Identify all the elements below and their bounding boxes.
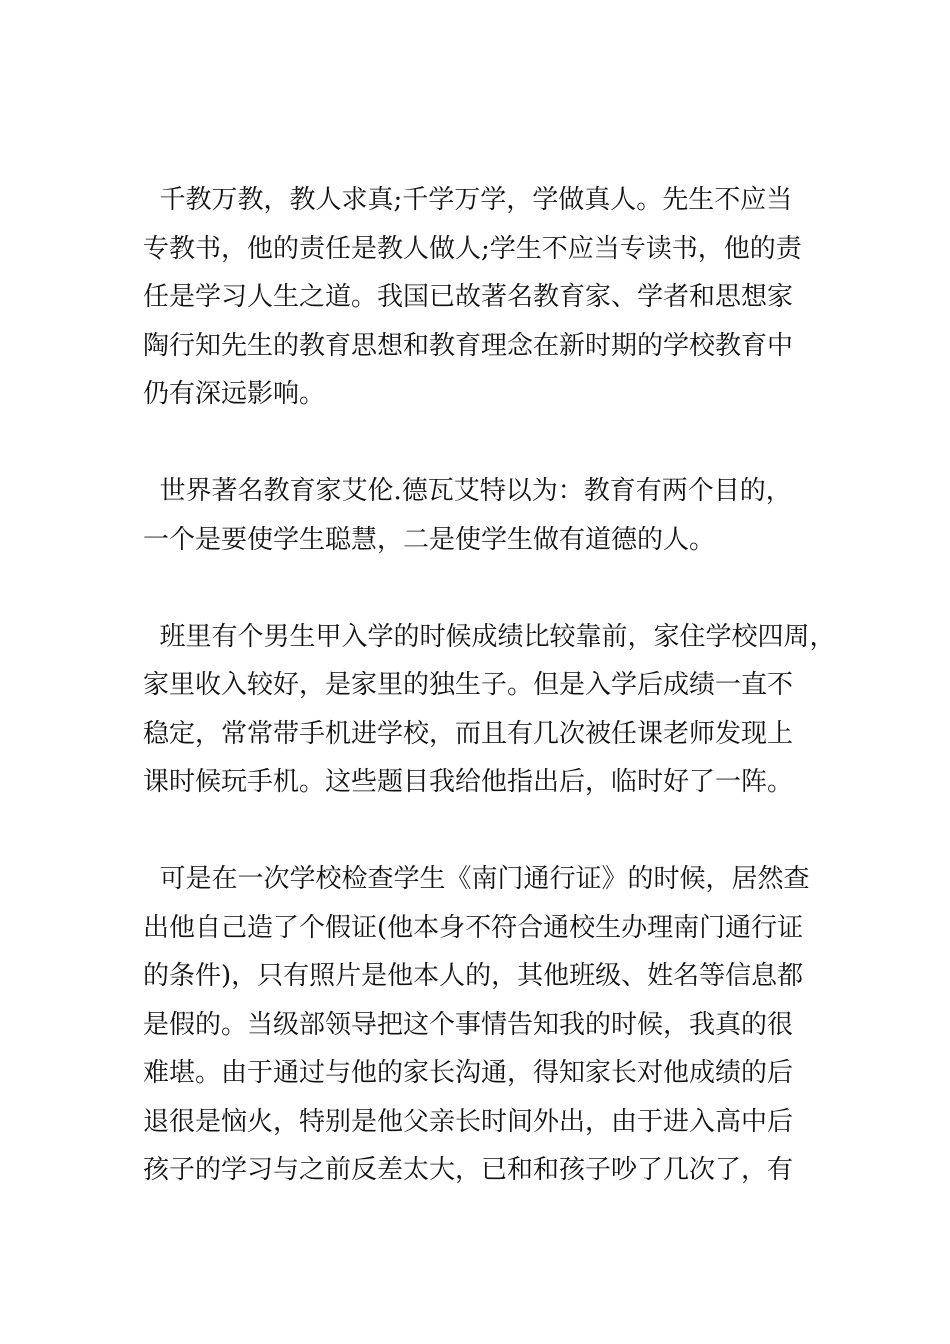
text-line: 千教万教，教人求真;千学万学，学做真人。先生不应当 (143, 185, 793, 215)
paragraph-3 (143, 613, 836, 807)
text-line: 班里有个男生甲入学的时候成绩比较靠前，家住学校四周， (143, 621, 836, 652)
paragraph-gap (143, 564, 813, 613)
text-line: 家里收入较好，是家里的独生子。但是入学后成绩一直不 (143, 670, 794, 700)
document-body (143, 176, 836, 1195)
text-line: 一个是要使学生聪慧，二是使学生做有道德的人。 (143, 524, 716, 555)
text-line: 孩子的学习与之前反差太大，已和和孩子吵了几次了，有 (143, 1155, 794, 1185)
paragraph-2 (143, 467, 813, 564)
paragraph-gap (143, 419, 813, 468)
paragraph-1 (143, 176, 813, 419)
text-line: 专教书，他的责任是教人做人;学生不应当专读书，他的责 (143, 233, 802, 264)
text-line: 世界著名教育家艾伦.德瓦艾特以为：教育有两个目的， (143, 476, 792, 506)
text-line: 稳定，常常带手机进学校，而且有几次被任课老师发现上 (143, 718, 794, 749)
text-line: 仍有深远影响。 (143, 379, 326, 409)
paragraph-gap (143, 807, 813, 856)
text-line: 任是学习人生之道。我国已故著名教育家、学者和思想家 (143, 282, 794, 312)
text-line: 的条件)，只有照片是他本人的，其他班级、姓名等信息都 (143, 961, 804, 991)
text-line: 退很是恼火，特别是他父亲长时间外出，由于进入高中后 (143, 1106, 794, 1137)
text-line: 课时候玩手机。这些题目我给他指出后，临时好了一阵。 (143, 767, 794, 797)
paragraph-4 (143, 855, 813, 1195)
text-line: 可是在一次学校检查学生《南门通行证》的时候，居然查 (143, 864, 810, 894)
text-line: 出他自己造了个假证(他本身不符合通校生办理南门通行证 (143, 912, 804, 943)
text-line: 陶行知先生的教育思想和教育理念在新时期的学校教育中 (143, 330, 794, 361)
text-line: 难堪。由于通过与他的家长沟通，得知家长对他成绩的后 (143, 1058, 794, 1088)
text-line: 是假的。当级部领导把这个事情告知我的时候，我真的很 (143, 1009, 794, 1040)
